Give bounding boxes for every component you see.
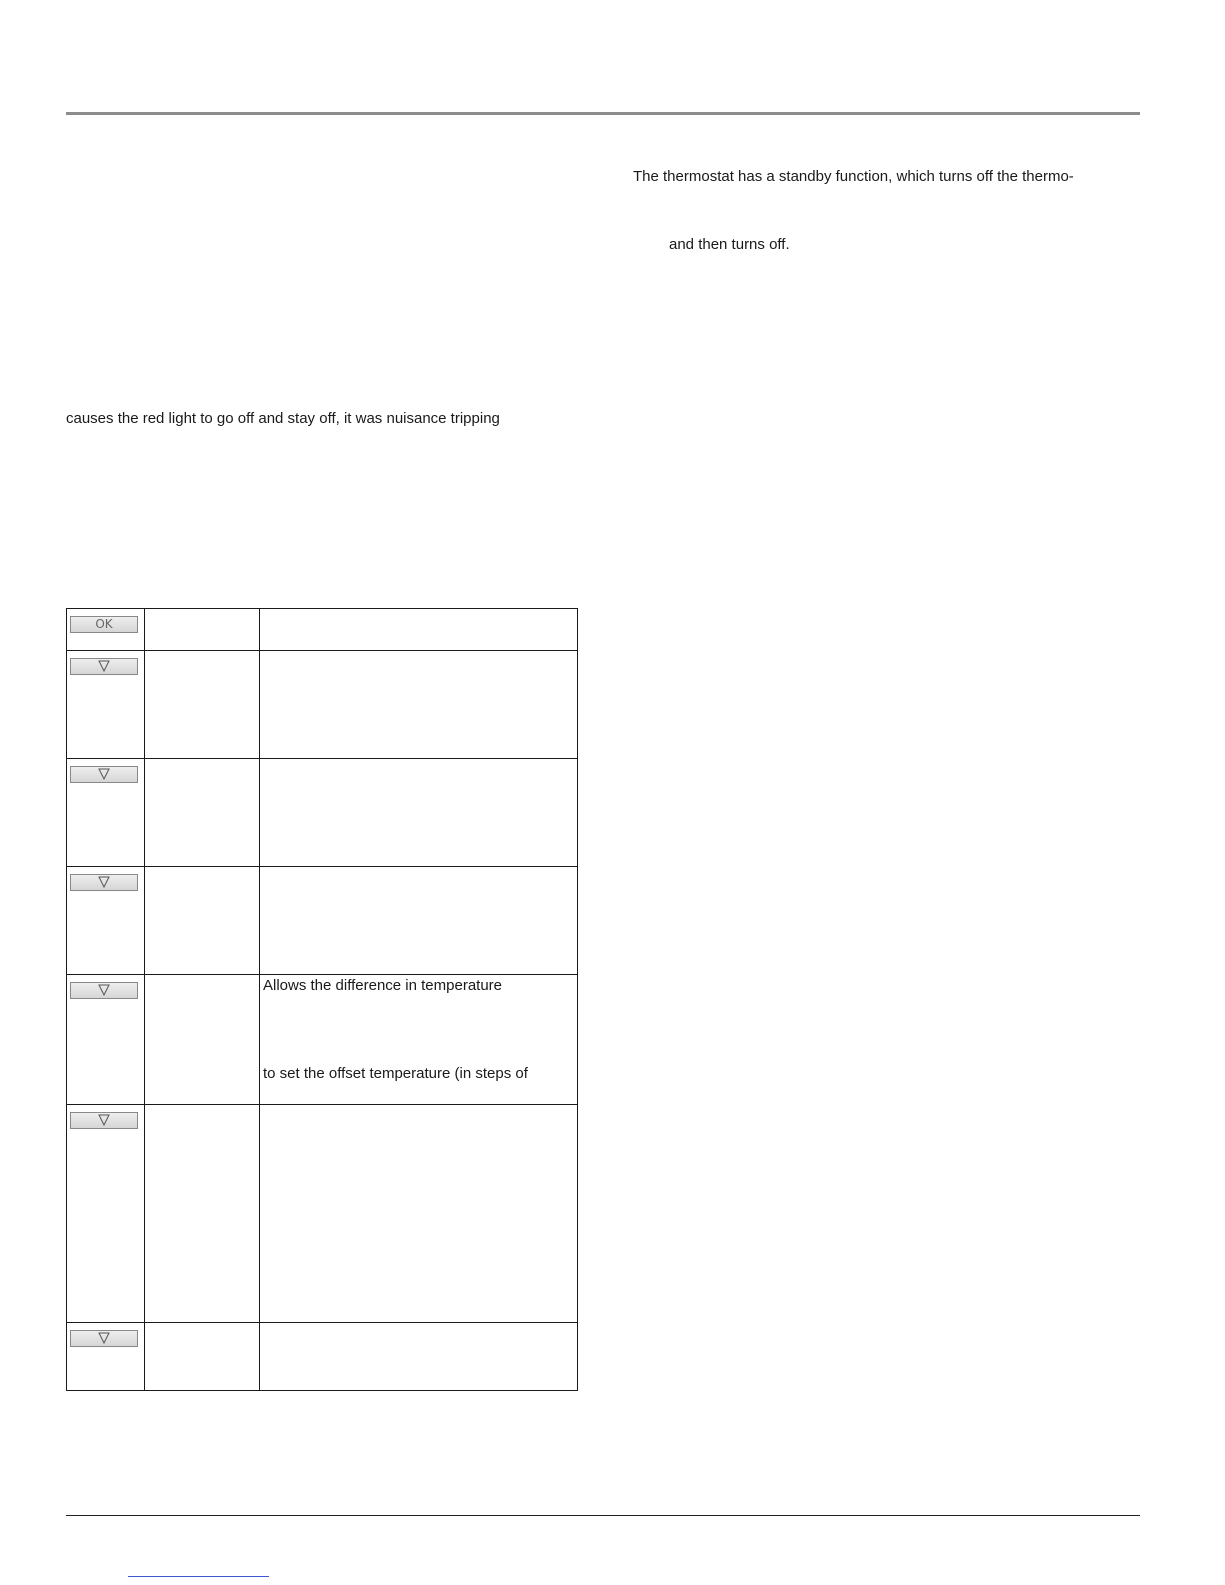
ok-key-button[interactable] [70, 616, 138, 633]
down-triangle-icon [98, 984, 110, 996]
footer-link[interactable] [128, 1576, 269, 1577]
table-row [67, 759, 578, 867]
description-cell [260, 759, 578, 867]
ok-key-icon: OK [95, 617, 113, 631]
down-triangle-icon [98, 1332, 110, 1344]
down-key-button[interactable] [70, 874, 138, 891]
key-cell [67, 1105, 145, 1323]
description-cell [260, 1323, 578, 1391]
down-key-button[interactable] [70, 658, 138, 675]
function-cell [145, 651, 260, 759]
table-row [67, 1323, 578, 1391]
down-triangle-icon [98, 660, 110, 672]
footer-rule [66, 1515, 1140, 1516]
down-key-button[interactable] [70, 1330, 138, 1347]
header-rule [66, 112, 1140, 115]
table-row [67, 609, 578, 651]
down-triangle-icon [98, 876, 110, 888]
table-row [67, 867, 578, 975]
controls-table [66, 608, 578, 1391]
standby-paragraph-line-1: The thermostat has a standby function, which turns off the thermo- [633, 168, 1074, 185]
key-cell [67, 975, 145, 1105]
key-cell [67, 867, 145, 975]
down-key-button[interactable] [70, 766, 138, 783]
function-cell [145, 609, 260, 651]
standby-paragraph-line-2: and then turns off. [669, 236, 790, 253]
offset-description-line-2: to set the offset temperature (in steps of [263, 1065, 528, 1082]
description-cell [260, 651, 578, 759]
function-cell [145, 975, 260, 1105]
description-cell [260, 975, 578, 1105]
down-triangle-icon [98, 768, 110, 780]
down-key-button[interactable] [70, 1112, 138, 1129]
table-row [67, 1105, 578, 1323]
offset-description-line-1: Allows the difference in temperature [263, 977, 503, 994]
key-cell [67, 1323, 145, 1391]
key-cell [67, 759, 145, 867]
description-cell [260, 867, 578, 975]
down-triangle-icon [98, 1114, 110, 1126]
function-cell [145, 759, 260, 867]
function-cell [145, 867, 260, 975]
key-cell [67, 651, 145, 759]
nuisance-tripping-line: causes the red light to go off and stay off, it was nuisance tripping [66, 410, 500, 427]
description-cell [260, 609, 578, 651]
key-cell [67, 609, 145, 651]
function-cell [145, 1323, 260, 1391]
function-cell [145, 1105, 260, 1323]
description-cell [260, 1105, 578, 1323]
table-row [67, 975, 578, 1105]
table-row [67, 651, 578, 759]
down-key-button[interactable] [70, 982, 138, 999]
